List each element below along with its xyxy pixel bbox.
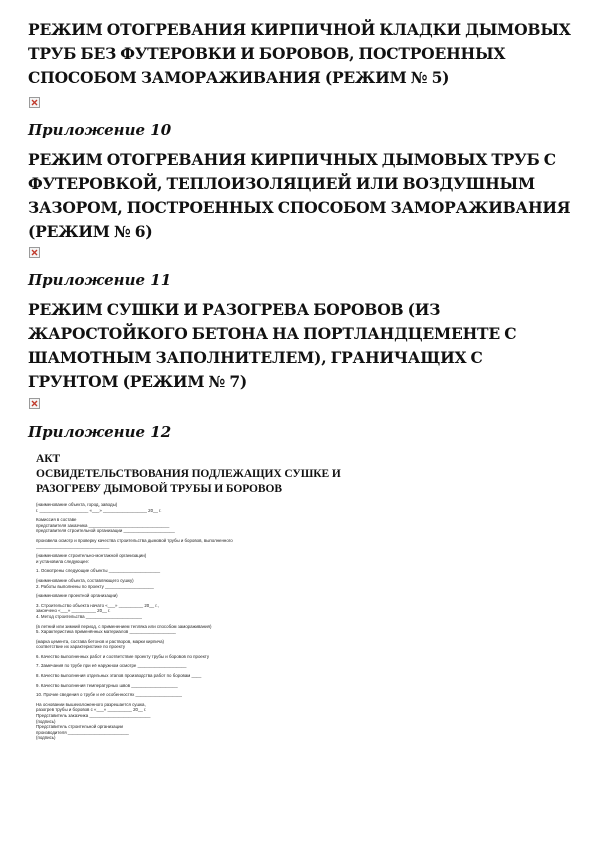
form-line: производителя _________________________ xyxy=(36,729,129,735)
appendix-11-label: Приложение 11 xyxy=(28,271,172,289)
act-title: АКТ xyxy=(36,453,61,465)
form-line: Представитель строительной организации xyxy=(36,724,123,730)
form-line: (в летний или зимний период, с применением тепляка или способом замораживания) xyxy=(36,623,212,629)
form-line: 2. Работы выполнены по проекту ____________________ xyxy=(36,583,154,589)
form-line: 10. Прочие сведения о трубе и её особенностях ___________________ xyxy=(36,692,182,698)
form-line: представителя строительной организации _____________________ xyxy=(36,528,175,534)
form-line: закончено «___» __________ 20__ г. xyxy=(36,608,111,614)
form-line: 7. Замечания по трубе при её наружном осмотре ____________________ xyxy=(36,663,187,669)
form-line: Представитель заказчика _________________________ xyxy=(36,713,151,719)
form-line: (наименование объекта, составляющего сушку) xyxy=(36,577,134,583)
appendix-10-label: Приложение 10 xyxy=(28,121,172,139)
form-line: (наименование проектной организации) xyxy=(36,593,118,599)
act-form-body xyxy=(36,502,286,741)
form-line: и установила следующее: xyxy=(36,558,90,564)
appendix-12-label: Приложение 12 xyxy=(28,423,172,441)
form-line: (подпись) xyxy=(36,735,56,741)
form-line: ______________________________ xyxy=(36,543,110,549)
act-heading xyxy=(36,452,366,497)
form-line: г. ____________________ «___» __________________ 20__ г. xyxy=(36,507,162,513)
form-line: 4. Метод строительства _______________________ xyxy=(36,613,142,619)
form-line: (наименование объекта, город, заводы) xyxy=(36,502,118,507)
act-title-line-2: РАЗОГРЕВУ ДЫМОВОЙ ТРУБЫ И БОРОВОВ xyxy=(36,483,282,495)
act-title-line-1: ОСВИДЕТЕЛЬСТВОВАНИЯ ПОДЛЕЖАЩИХ СУШКЕ И xyxy=(36,468,341,480)
broken-image-icon xyxy=(29,247,40,258)
form-line: представителя заказчика _________________________________ xyxy=(36,522,170,528)
mode-7-heading: РЕЖИМ СУШКИ И РАЗОГРЕВА БОРОВОВ (ИЗ ЖАРОСТОЙКОГО БЕТОНА НА ПОРТЛАНДЦЕМЕНТЕ С ШАМОТНЫМ ЗАПОЛНИТЕЛЕМ), ГРАНИЧАЩИХ С ГРУНТОМ (РЕЖИМ № 7) xyxy=(28,300,517,391)
form-line: 8. Качество выполнения отдельных этапов производства работ по боровам ____ xyxy=(36,673,202,679)
form-line: (подпись) xyxy=(36,718,56,724)
form-line: 1. Осмотрены следующие объекты _____________________ xyxy=(36,568,161,574)
form-line: (марка цемента, состава бетонов и растворов, марки кирпича) xyxy=(36,638,164,644)
mode-6-heading: РЕЖИМ ОТОГРЕВАНИЯ КИРПИЧНЫХ ДЫМОВЫХ ТРУБ С ФУТЕРОВКОЙ, ТЕПЛОИЗОЛЯЦИЕЙ ИЛИ ВОЗДУШНЫМ ЗАЗОРОМ, ПОСТРОЕННЫХ СПОСОБОМ ЗАМОРАЖИВАНИЯ (РЕЖИМ № 6) xyxy=(28,150,571,241)
form-line: На основании вышеизложенного разрешается сушка, xyxy=(36,701,146,707)
broken-image-icon xyxy=(28,397,40,409)
form-line: 9. Качество выполнения температурных швов ___________________ xyxy=(36,682,178,688)
broken-image-icon xyxy=(29,97,40,108)
mode-5-heading: РЕЖИМ ОТОГРЕВАНИЯ КИРПИЧНОЙ КЛАДКИ ДЫМОВЫХ ТРУБ БЕЗ ФУТЕРОВКИ И БОРОВОВ, ПОСТРОЕННЫХ СПОСОБОМ ЗАМОРАЖИВАНИЯ (РЕЖИМ № 5) xyxy=(28,20,571,87)
form-line: (наименование строительно-монтажной организации) xyxy=(36,553,147,559)
form-line: произвела осмотр и проверку качества строительства дымовой трубы и боровов, выполненного xyxy=(36,537,233,543)
form-line: 5. Характеристика применённых материалов ___________________ xyxy=(36,629,176,635)
broken-image-icon xyxy=(28,246,40,258)
form-line: разогрев трубы и боровов с «___» __________ 20__ г. xyxy=(36,707,147,713)
broken-image-icon xyxy=(29,398,40,409)
form-line: соответствие их характеристике по проекту xyxy=(36,644,126,650)
form-line: Комиссия в составе xyxy=(36,517,77,523)
form-line: 3. Строительство объекта начато «___» __________ 20__ г., xyxy=(36,602,159,608)
broken-image-icon xyxy=(28,96,40,108)
form-line: 6. Качество выполненных работ и соответствие проекту трубы и боровов по проекту xyxy=(36,653,210,659)
